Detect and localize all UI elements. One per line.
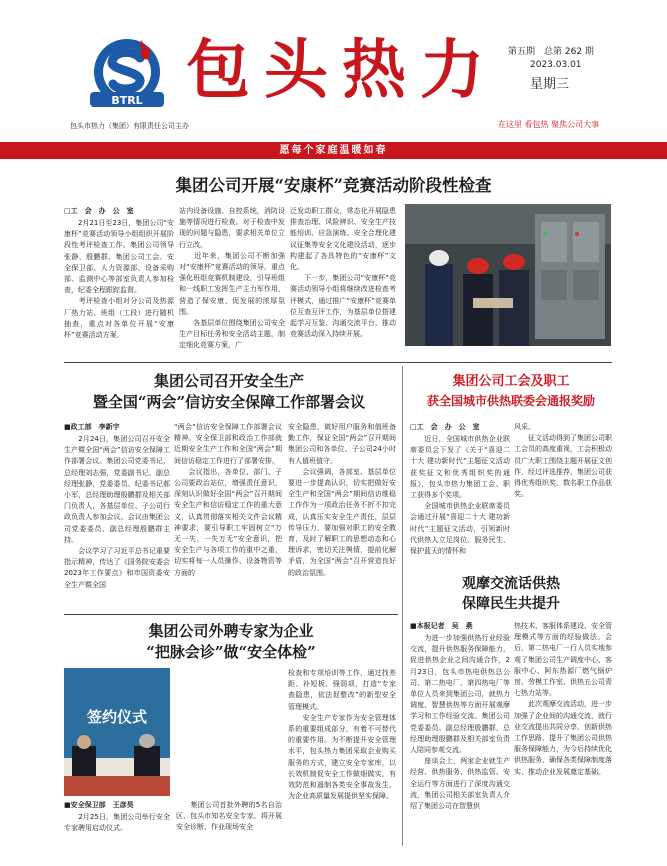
issue-weekday: 星期三: [530, 77, 570, 92]
article5-col1: 2月25日，集团公司举行安全专家聘用启动仪式。: [64, 813, 170, 833]
divider: [64, 362, 612, 363]
article1-col1: 2月21日至23日，集团公司“安康杯”竞赛活动领导小组组织开展阶段性考评检查工作。集团公司领导张静、殷鹏群、集团公司工会、安全保卫部、人力资源部、设备采购部、监测中心等部室负责人参加检查，纪委全程跟踪监督。 考评检查小组对分公司及热源厂热力站、班组（工段）进行随机抽查，重点对各单位开展“安康杯”竞赛活动方案、: [64, 219, 174, 340]
article3-byline: □工 会 办 公 室: [410, 423, 480, 431]
article1-col3: 泛发动职工群众，常态化开展隐患排查治理、风险辨识、安全生产技能培训、应急演练、安全合理化建议征集等安全文化建设活动，逐步构建起了各具特色的“安康杯”文化。 下一步，集团公司“安康杯”竞赛活动领导小组将继续改进检查考评模式，通过推广“安康杯”竞赛单位互查互评工作，为基层单位搭建起学习互鉴、沟通交流平台，推动竞赛活动深入持续开展。: [290, 207, 396, 339]
article4-byline: ■本报记者 吴 燕: [410, 622, 473, 630]
article2-col2: “两会”信访安全保障工作部署会议精神。安全保卫部和政治工作部就近期安全生产工作和全国“两会”期间信访稳定工作进行了部署安排。 会议指出，各单位、部门、子公司要政治站位，增强责任意识，深刻认识做好全国“两会”召开期间安全生产和信访稳定工作的重大意义，认真贯彻落实相关文件会议精神要求，要引导职工牢固树立“万无一失、一失万无”安全意识，把安全生产与各项工作的重中之重，切实将每一人员操作、设备物资等方面的: [174, 423, 282, 577]
article5-byline: ■安全保卫部 王彦昊: [64, 801, 134, 809]
article5-title-line2: “把脉会诊”做“安全体检”: [146, 643, 316, 661]
banner-bar: 愿每个家庭温暖如春: [0, 142, 667, 159]
logo-text: BTRL: [111, 94, 143, 107]
article3-col2: 风采。 征文活动得到了集团公司职工会员的高度重视，工会积极动员广大职工围绕主题开展征文创作，经过评选推荐，集团公司获得优秀组织奖，数名职工作品获奖。: [514, 423, 612, 499]
issue-number: 第五期 总第 262 期: [508, 47, 594, 57]
newspaper-title: 包头热力: [186, 33, 498, 108]
article2-title-line2: 暨全国“两会”信访安全保障工作部署会议: [92, 393, 366, 411]
article2-byline: ■政工部 李新宇: [64, 423, 120, 431]
article2-title-line1: 集团公司召开安全生产: [153, 372, 304, 390]
divider: [64, 614, 398, 615]
photo-caption: 签约仪式: [86, 708, 148, 726]
article2-col1: 2月24日，集团公司召开安全生产暨全国“两会”信访安全保障工作部署会议。集团公司党委书记、总经理刘志强，党委副书记、副总经理张静，党委委员、纪委书记郝小军，总经理助理殷鹏群及相关部门负责人，各基层单位、子公司行政负责人参加会议。会议由集团公司党委委员、副总经理殷鹏群主持。 会议学习了习近平总书记重要指示精神，传达了《国务院安委会2023年工作要点》和市国资委安全生产暨全国: [64, 435, 170, 589]
article4-title-line1: 观摩交流话供热: [462, 576, 560, 592]
article3-title-line1: 集团公司工会及职工: [452, 374, 570, 389]
publisher-line: 包头市热力（集团）有限责任公司主办: [70, 122, 189, 130]
article5-col3: 集团公司首批外聘的5名自治区、包头市知名安全专家，将开展安全诊断、作业现场安全: [176, 801, 282, 832]
article1-col2: 站内设备设施、自控系统，消防设施等情况进行检查。对于检查中发现的问题与隐患，要求相关单位立行立改。 近年来，集团公司不断加强对“安康杯”竞赛活动的领导，重点强化班组竞赛机制建设，引导班组和一线职工发挥生产主力军作用，营造了保安康、促发展的浓厚氛围。 各基层单位围绕集团公司安全生产目标任务和安全活动主题，制定细化竞赛方案，广: [179, 207, 285, 350]
article3-title-line2: 获全国城市供热联委会通报奖励: [426, 394, 595, 408]
article1-title: 集团公司开展“安康杯”竞赛活动阶段性检查: [175, 176, 492, 195]
issue-info: [508, 46, 628, 91]
article5-photo: [64, 668, 170, 796]
slogan: 在这里 看包热 聚焦公司大事: [498, 120, 600, 129]
article2-col3: 安全隐患，做好用户服务和值班备勤工作，保证全国“两会”召开期间集团公司和各单位、子公司24小时有人值班值守。 会议强调，各部室、基层单位要进一步提高认识，切实把做好安全生产和全国“两会”期间信访维稳工作作为一项政治任务不折不扣完成，认真压实安全生产责任，层层传导压力，要加强对职工的安全教育，及时了解职工的思想动态和心理诉求，密切关注舆情，提前化解矛盾，为全国“两会”召开营造良好的政治氛围。: [288, 423, 396, 577]
article5-col2: 检查和专项培训等工作，通过找差距、补短板、强弱项，打造“专家查隐患，依法促整改”的新型安全管理模式。 安全生产专家作为安全管理体系的重要组成部分，有着不可替代的重要作用。为不断提升安全管理水平，包头热力集团采取企业购买服务的方式，建立安全专家库，以长效机制促安全工作做细做实，有效防范和遏制各类安全事故发生，为企业高质量发展提供坚实保障。: [288, 669, 396, 801]
article1-photo: [405, 204, 611, 346]
article4-col2: 热技术、客服体系建设、安全管理模式等方面的经验做法。会后，第二热电厂一行人员实地参观了集团公司生产调度中心、客服中心、阿东热源厂燃气锅炉房、劳模工作室、供热五公司青七热力站等。 此次观摩交流活动，进一步加强了企业间的沟通交流，就行业交流提出共同分享，创新供热工作思路，提升了集团公司供热服务保障能力，为今后持续优化供热服务、确保各类保障制度落实、推动企业发展奠定基础。: [514, 622, 612, 776]
company-logo: [84, 38, 170, 110]
article1-byline: □工 会 办 公 室: [64, 207, 134, 215]
column-divider: [402, 366, 403, 846]
article3-col1: 近日，全国城市供热企业联席委员会下发了《关于“喜迎二十大 建功新时代”主题征文活动获奖征文和优秀组织奖的通报》，包头市热力集团工会、职工获得多个奖项。 全国城市供热企业联席委员会通过开展“喜迎二十大 建功新时代”主题征文活动，引领新时代供热人立足岗位、服务民生、保护蓝天的情怀和: [410, 435, 510, 556]
issue-date: 2023.03.01: [530, 60, 582, 70]
article4-col1: 为进一步加强供热行业经验交流，提升供热服务保障能力，促进供热企业之间沟通合作，2月23日，包头市热电供热总公司、第二热电厂、第四热电厂等单位人员来到集团公司，就热力调度、智慧供热等方面开展观摩学习和工作经验交流。集团公司党委委员、副总经理殷鹏群，总经理助理殷鹏群及相关部室负责人陪同参观交流。 座谈会上，两家企业就生产经营、供热服务、供热监管、安全运行等方面进行了深度沟通交流，集团公司相关部室负责人介绍了集团公司在智慧供: [410, 634, 510, 811]
article5-title-line1: 集团公司外聘专家为企业: [148, 622, 314, 640]
article4-title-line2: 保障民生共提升: [462, 596, 560, 612]
